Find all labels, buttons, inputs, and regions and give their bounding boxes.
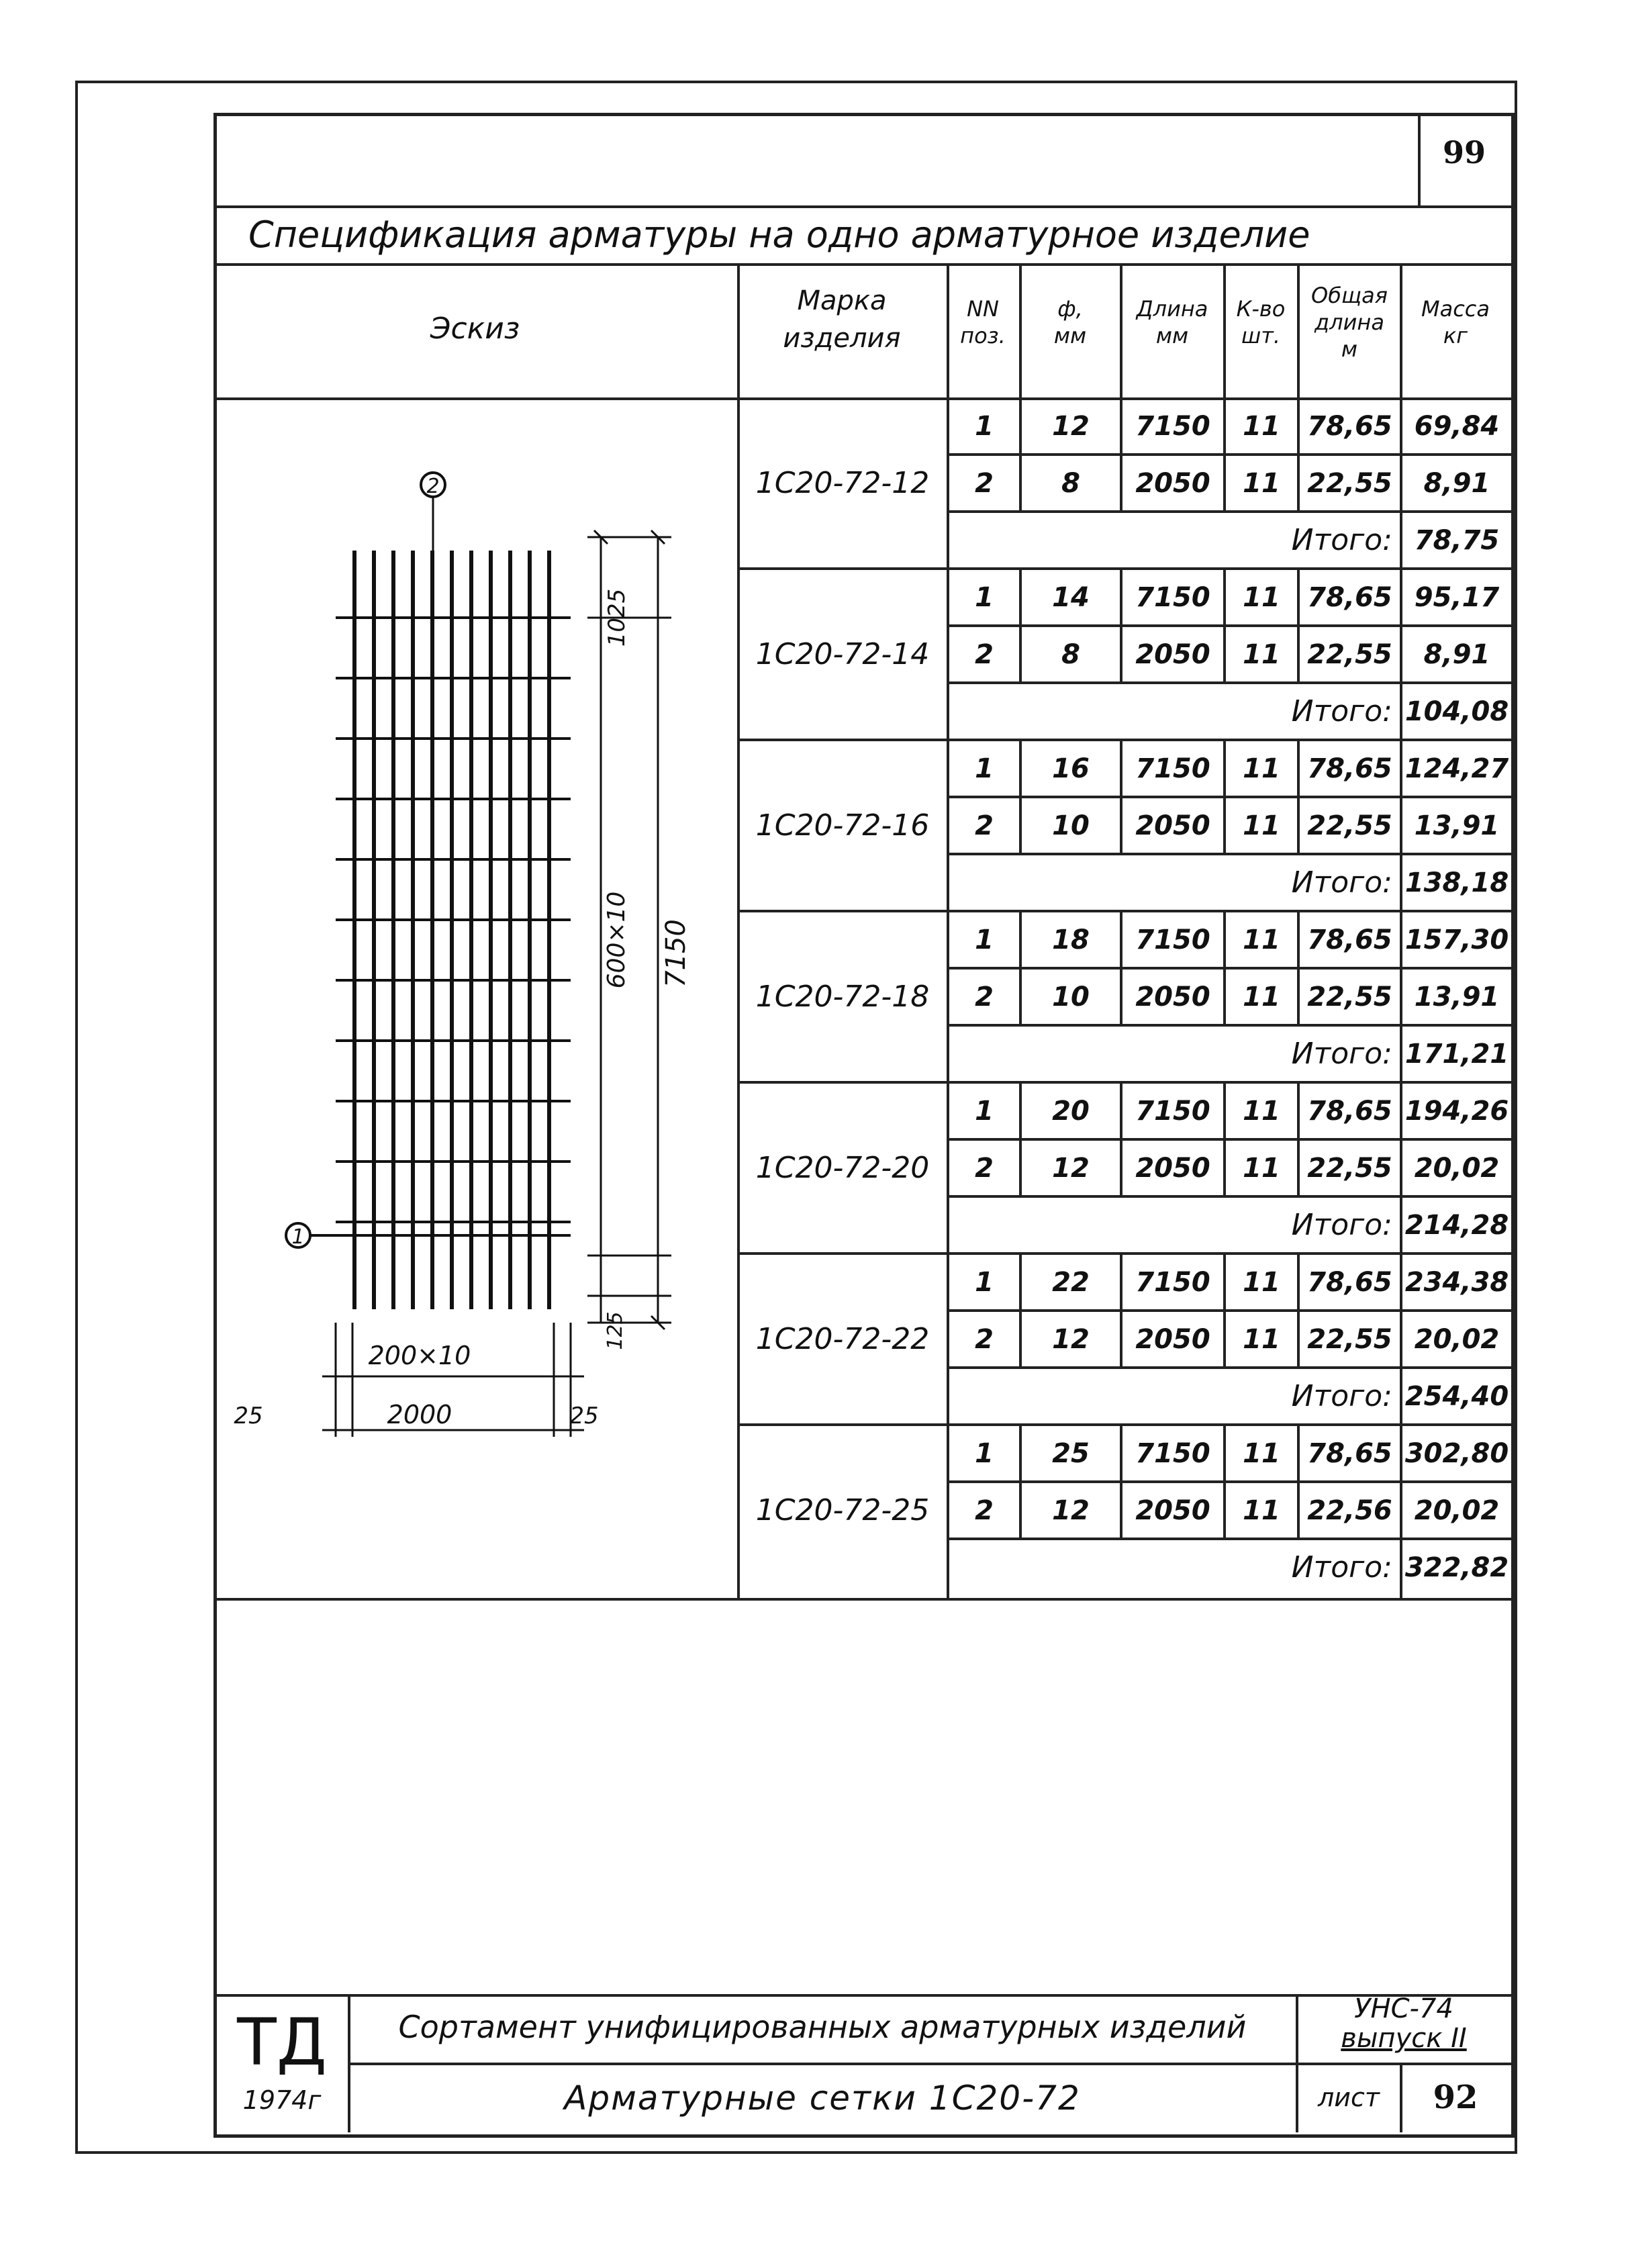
table-cell: 1: [975, 1266, 994, 1298]
table-cell: 16: [1052, 753, 1090, 784]
table-cell: 22: [1052, 1266, 1090, 1298]
stamp-issue: выпуск II: [1341, 2023, 1467, 2054]
table-cell: 7150: [1135, 924, 1210, 955]
table-cell: 10: [1052, 981, 1090, 1012]
total-label: Итого:: [1291, 865, 1392, 900]
table-cell: 12: [1052, 1495, 1090, 1526]
total-value: 322,82: [1404, 1552, 1509, 1583]
table-cell: 1: [975, 410, 994, 442]
table-cell: 78,65: [1307, 753, 1392, 784]
table-cell: 2: [975, 467, 994, 499]
product-mark: 1С20-72-20: [755, 1151, 930, 1185]
table-cell: 13,91: [1414, 981, 1500, 1012]
stamp-middle-line: [349, 2063, 1511, 2065]
spec-title: Спецификация арматуры на одно арматурное изделие: [248, 214, 1310, 256]
total-label: Итого:: [1291, 1208, 1392, 1242]
dim-top-label: 1025: [604, 588, 630, 647]
table-cell: 20,02: [1414, 1323, 1500, 1355]
table-cell: 95,17: [1414, 581, 1500, 613]
table-cell: 2050: [1135, 639, 1210, 670]
header-mass: Масса кг: [1421, 296, 1490, 348]
table-cell: 11: [1243, 1495, 1280, 1526]
table-cell: 7150: [1135, 753, 1210, 784]
table-cell: 2: [975, 1323, 994, 1355]
total-label: Итого:: [1291, 1550, 1392, 1585]
table-cell: 11: [1243, 1266, 1280, 1298]
total-value: 214,28: [1404, 1209, 1509, 1241]
table-cell: 8,91: [1423, 467, 1490, 499]
table-cell: 12: [1052, 1323, 1090, 1355]
table-cell: 78,65: [1307, 581, 1392, 613]
header-length: Длина мм: [1136, 296, 1208, 348]
table-cell: 2: [975, 810, 994, 841]
table-cell: 2050: [1135, 1495, 1210, 1526]
table-cell: 22,55: [1307, 1152, 1392, 1184]
table-cell: 22,55: [1307, 1323, 1392, 1355]
total-label: Итого:: [1291, 1379, 1392, 1413]
table-cell: 1: [975, 1095, 994, 1127]
table-cell: 2050: [1135, 467, 1210, 499]
table-cell: 20: [1052, 1095, 1090, 1127]
table-cell: 22,55: [1307, 810, 1392, 841]
product-mark: 1С20-72-18: [755, 980, 930, 1014]
header-mark: Марка изделия: [783, 285, 901, 354]
total-value: 138,18: [1404, 867, 1509, 898]
table-cell: 11: [1243, 1323, 1280, 1355]
table-cell: 11: [1243, 1152, 1280, 1184]
header-total-length: Общая длина м: [1311, 283, 1388, 362]
table-cell: 1: [975, 581, 994, 613]
total-label: Итого:: [1291, 1037, 1392, 1071]
stamp-year: 1974г: [242, 2085, 322, 2115]
table-cell: 11: [1243, 981, 1280, 1012]
total-value: 254,40: [1404, 1380, 1509, 1412]
table-cell: 20,02: [1414, 1152, 1500, 1184]
table-cell: 22,55: [1307, 467, 1392, 499]
table-cell: 1: [975, 753, 994, 784]
table-cell: 2: [975, 1495, 994, 1526]
table-cell: 1: [975, 1437, 994, 1469]
pos2-label: 2: [426, 475, 440, 498]
table-cell: 12: [1052, 1152, 1090, 1184]
table-cell: 194,26: [1404, 1095, 1509, 1127]
table-cell: 78,65: [1307, 1266, 1392, 1298]
header-count: К-во шт.: [1236, 296, 1286, 348]
product-mark: 1С20-72-22: [755, 1322, 930, 1356]
stamp-sheet-number: 92: [1433, 2079, 1478, 2116]
table-cell: 157,30: [1404, 924, 1509, 955]
table-cell: 1: [975, 924, 994, 955]
dim-bottom-label: 125: [604, 1311, 627, 1350]
table-cell: 11: [1243, 467, 1280, 499]
table-cell: 78,65: [1307, 924, 1392, 955]
table-cell: 2: [975, 981, 994, 1012]
table-cell: 124,27: [1404, 753, 1509, 784]
table-cell: 11: [1243, 924, 1280, 955]
total-label: Итого:: [1291, 694, 1392, 728]
table-cell: 12: [1052, 410, 1090, 442]
table-cell: 69,84: [1414, 410, 1500, 442]
stamp-divider-sheet: [1400, 2063, 1402, 2132]
table-cell: 234,38: [1404, 1266, 1509, 1298]
dim-left-label: 25: [234, 1403, 263, 1429]
mesh-sketch: [228, 457, 725, 1491]
table-cell: 8: [1061, 467, 1080, 499]
stamp-org-logo: ТД: [237, 2005, 327, 2080]
page-number: 99: [1442, 134, 1486, 171]
table-cell: 10: [1052, 810, 1090, 841]
table-cell: 302,80: [1404, 1437, 1509, 1469]
product-mark: 1С20-72-16: [755, 808, 930, 843]
table-cell: 2: [975, 639, 994, 670]
table-cell: 2050: [1135, 981, 1210, 1012]
header-sketch: Эскиз: [430, 312, 520, 346]
table-cell: 78,65: [1307, 1095, 1392, 1127]
product-mark: 1С20-72-12: [755, 466, 930, 500]
table-cell: 18: [1052, 924, 1090, 955]
product-mark: 1С20-72-25: [755, 1493, 930, 1527]
table-cell: 2: [975, 1152, 994, 1184]
header-bottom-line: [213, 205, 1511, 208]
table-cell: 11: [1243, 1437, 1280, 1469]
table-cell: 14: [1052, 581, 1090, 613]
table-cell: 11: [1243, 810, 1280, 841]
table-bottom-line: [213, 1598, 1511, 1601]
table-cell: 13,91: [1414, 810, 1500, 841]
pos1-label: 1: [291, 1225, 305, 1249]
header-diameter: ф, мм: [1053, 296, 1087, 348]
table-cell: 11: [1243, 1095, 1280, 1127]
table-cell: 7150: [1135, 410, 1210, 442]
stamp-divider-left: [348, 1994, 350, 2132]
table-cell: 22,55: [1307, 981, 1392, 1012]
table-cell: 20,02: [1414, 1495, 1500, 1526]
header-pos: NN поз.: [960, 296, 1006, 348]
table-cell: 7150: [1135, 1437, 1210, 1469]
table-cell: 11: [1243, 639, 1280, 670]
dim-grid-label: 200×10: [368, 1341, 471, 1370]
dim-width-label: 2000: [387, 1400, 452, 1429]
table-cell: 7150: [1135, 1095, 1210, 1127]
table-cell: 2050: [1135, 1323, 1210, 1355]
table-cell: 8: [1061, 639, 1080, 670]
dim-spacing-label: 600×10: [603, 891, 630, 989]
total-value: 171,21: [1404, 1038, 1509, 1070]
table-cell: 22,55: [1307, 639, 1392, 670]
table-cell: 78,65: [1307, 410, 1392, 442]
table-cell: 7150: [1135, 1266, 1210, 1298]
dim-right-label: 25: [569, 1403, 599, 1429]
stamp-doc-title: Арматурные сетки 1С20-72: [564, 2079, 1081, 2118]
stamp-divider-right: [1296, 1994, 1298, 2132]
table-cell: 2050: [1135, 810, 1210, 841]
stamp-series: Сортамент унифицированных арматурных изделий: [398, 2009, 1247, 2045]
table-cell: 78,65: [1307, 1437, 1392, 1469]
stamp-code: УНС-74: [1354, 1993, 1453, 2024]
table-cell: 22,56: [1307, 1495, 1392, 1526]
total-value: 78,75: [1414, 524, 1500, 556]
table-cell: 11: [1243, 410, 1280, 442]
table-cell: 11: [1243, 581, 1280, 613]
title-bottom-line: [213, 263, 1511, 266]
product-mark: 1С20-72-14: [755, 637, 930, 671]
table-cell: 2050: [1135, 1152, 1210, 1184]
stamp-sheet-label: лист: [1317, 2083, 1380, 2112]
total-value: 104,08: [1404, 696, 1509, 727]
table-cell: 11: [1243, 753, 1280, 784]
total-label: Итого:: [1291, 523, 1392, 557]
table-cell: 7150: [1135, 581, 1210, 613]
dim-total-label: 7150: [661, 919, 691, 988]
table-cell: 8,91: [1423, 639, 1490, 670]
table-cell: 25: [1052, 1437, 1090, 1469]
